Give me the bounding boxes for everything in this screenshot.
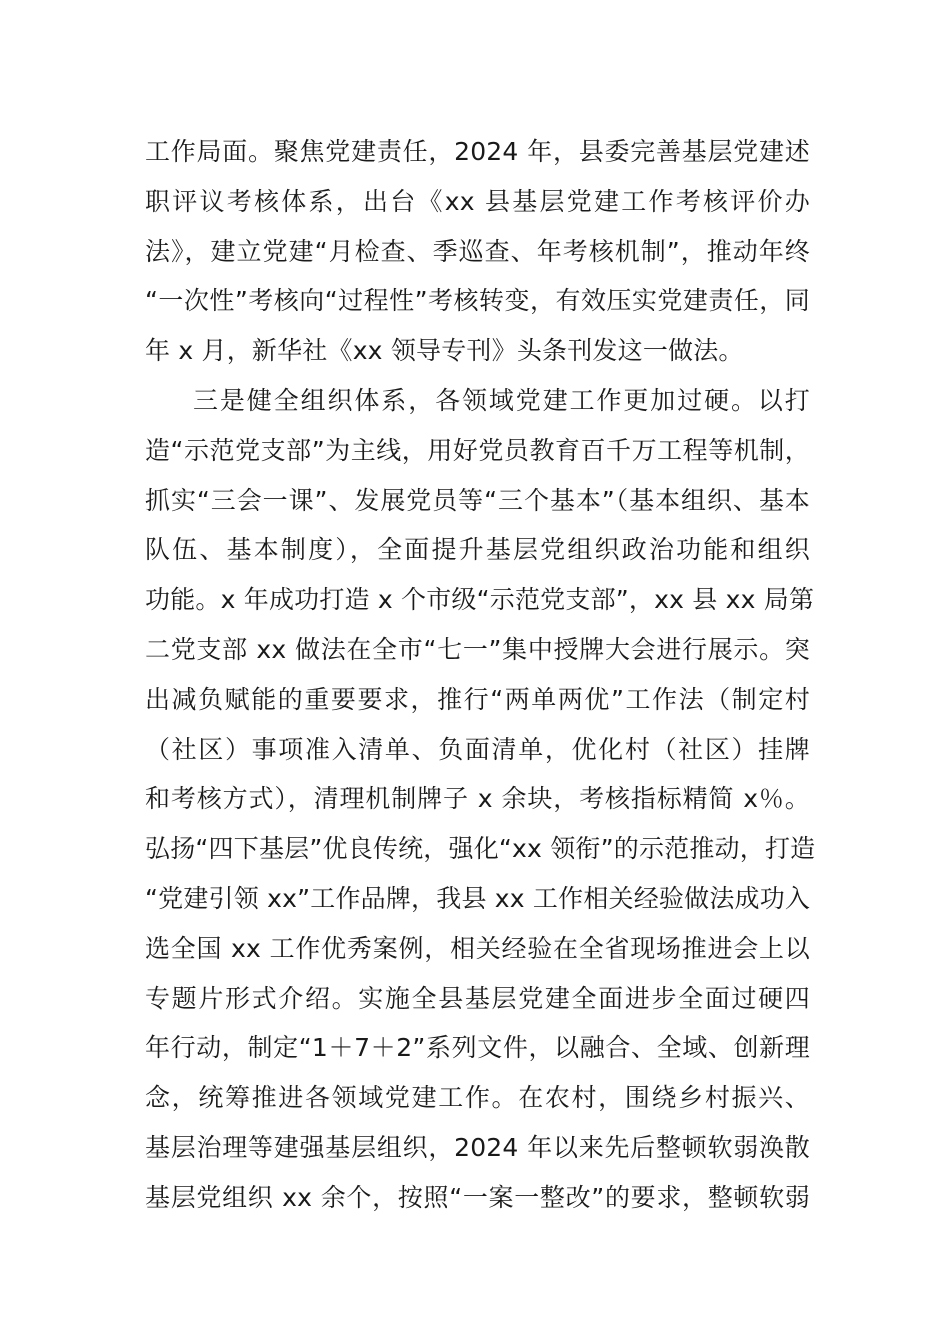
body-text bbox=[145, 127, 816, 1223]
text-line: 基层治理等建强基层组织，2024 年以来先后整顿软弱涣散 bbox=[145, 1132, 810, 1162]
text-line: （社区）事项准入清单、负面清单，优化村（社区）挂牌 bbox=[145, 734, 810, 764]
text-line: 出减负赋能的重要要求，推行“两单两优”工作法（制定村 bbox=[145, 684, 810, 714]
text-line: 工作局面。聚焦党建责任，2024 年，县委完善基层党建述 bbox=[145, 137, 810, 166]
text-line: 弘扬“四下基层”优良传统，强化“xx 领衔”的示范推动，打造 bbox=[145, 834, 816, 864]
text-line: 专题片形式介绍。实施全县基层党建全面进步全面过硬四 bbox=[145, 983, 810, 1013]
text-line: 年 x 月，新华社《xx 领导专刊》头条刊发这一做法。 bbox=[145, 336, 744, 366]
text-line: 职评议考核体系，出台《xx 县基层党建工作考核评价办 bbox=[145, 186, 810, 216]
paragraph-start-line: 三是健全组织体系，各领域党建工作更加过硬。以打 bbox=[193, 385, 810, 415]
text-line: 队伍、基本制度），全面提升基层党组织政治功能和组织 bbox=[145, 535, 810, 565]
text-line: 法》，建立党建“月检查、季巡查、年考核机制”，推动年终 bbox=[145, 236, 810, 266]
text-line: 抓实“三会一课”、发展党员等“三个基本”（基本组织、基本 bbox=[145, 485, 810, 515]
text-line: 二党支部 xx 做法在全市“七一”集中授牌大会进行展示。突 bbox=[145, 634, 810, 664]
text-line: 功能。x 年成功打造 x 个市级“示范党支部”，xx 县 xx 局第 bbox=[145, 585, 815, 615]
text-line: 选全国 xx 工作优秀案例，相关经验在全省现场推进会上以 bbox=[145, 933, 810, 963]
text-line: 和考核方式），清理机制牌子 x 余块，考核指标精简 x％。 bbox=[145, 784, 810, 814]
text-line: “一次性”考核向“过程性”考核转变，有效压实党建责任，同 bbox=[145, 286, 810, 316]
text-line: 基层党组织 xx 余个，按照“一案一整改”的要求，整顿软弱 bbox=[145, 1182, 810, 1212]
text-line: 年行动，制定“1＋7＋2”系列文件，以融合、全域、创新理 bbox=[145, 1033, 810, 1063]
text-line: 念，统筹推进各领域党建工作。在农村，围绕乡村振兴、 bbox=[145, 1083, 810, 1113]
text-line: 造“示范党支部”为主线，用好党员教育百千万工程等机制， bbox=[145, 435, 810, 465]
text-line: “党建引领 xx”工作品牌，我县 xx 工作相关经验做法成功入 bbox=[145, 883, 811, 913]
